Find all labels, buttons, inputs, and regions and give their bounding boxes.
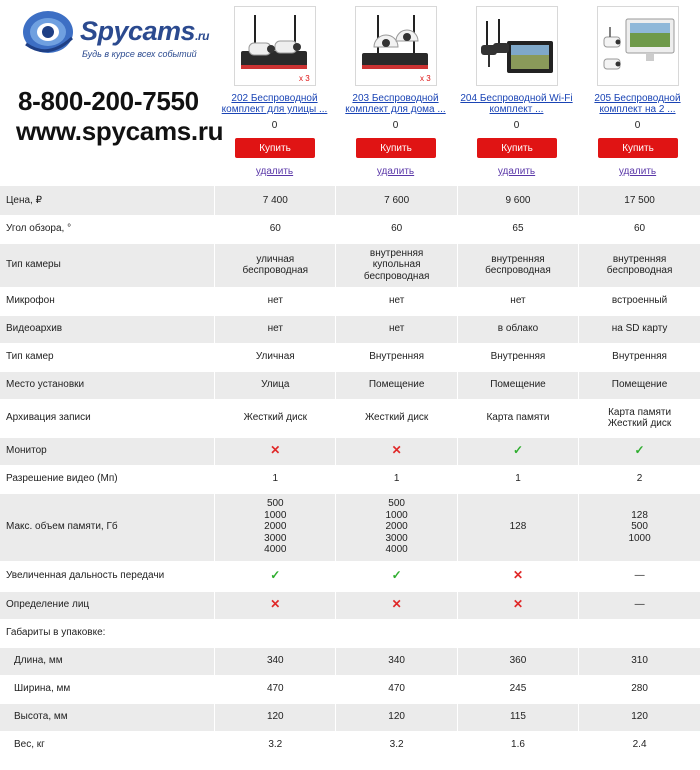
- row-value: [457, 243, 578, 287]
- row-value: [215, 675, 336, 703]
- qty-badge: x 3: [299, 74, 310, 83]
- row-value: [336, 703, 457, 731]
- cell-value: 128 500 1000: [628, 509, 651, 544]
- nvr-kit-dome-icon: [356, 7, 437, 86]
- row-label: Тип камеры: [0, 243, 215, 287]
- cell-value: 2.4: [632, 739, 647, 751]
- monitor-kit-two-cams-icon: [598, 7, 679, 86]
- row-label: Высота, мм: [0, 703, 215, 731]
- row-value: [579, 675, 700, 703]
- cell-value: внутренняя беспроводная: [485, 253, 551, 276]
- qty-badge: x 3: [420, 74, 431, 83]
- row-value: [336, 399, 457, 437]
- cell-value: 340: [388, 655, 405, 667]
- row-value: [336, 215, 457, 243]
- cell-value: Карта памяти Жесткий диск: [607, 406, 672, 429]
- row-value: [457, 675, 578, 703]
- table-row: [0, 493, 700, 561]
- row-value: [457, 399, 578, 437]
- cell-value: 245: [509, 683, 527, 695]
- buy-button[interactable]: Купить: [598, 138, 678, 158]
- row-label: Цена, ₽: [0, 186, 215, 215]
- row-value: [579, 465, 700, 493]
- row-value: [336, 647, 457, 675]
- row-value: [457, 731, 578, 759]
- nvr-kit-outdoor-icon: [235, 7, 316, 86]
- cell-value: 500 1000 2000 3000 4000: [385, 498, 408, 556]
- site-url[interactable]: www.spycams.ru: [16, 116, 224, 146]
- cell-value: 17 500: [624, 194, 655, 206]
- row-label: Увеличенная дальность передачи: [0, 561, 215, 591]
- cell-value: Улица: [261, 379, 290, 391]
- row-value: [215, 343, 336, 371]
- row-value: [336, 591, 457, 619]
- row-value: [215, 315, 336, 343]
- cell-value: 500 1000 2000 3000 4000: [264, 498, 287, 556]
- row-value: [215, 465, 336, 493]
- cell-value: нет: [388, 295, 405, 307]
- table-row: [0, 731, 700, 759]
- table-row: [0, 371, 700, 399]
- buy-button[interactable]: Купить: [235, 138, 315, 158]
- row-value: [579, 561, 700, 591]
- row-value: [579, 591, 700, 619]
- cell-value: 1: [515, 473, 521, 485]
- remove-link[interactable]: удалить: [255, 166, 294, 177]
- cross-icon: ✕: [512, 568, 523, 583]
- table-row: [0, 675, 700, 703]
- row-value: [336, 465, 457, 493]
- row-label: Длина, мм: [0, 647, 215, 675]
- cell-value: 340: [266, 655, 284, 667]
- phone-number[interactable]: 8-800-200-7550: [18, 86, 199, 116]
- row-value: [579, 731, 700, 759]
- row-value: [336, 731, 457, 759]
- product-title-link[interactable]: 202 Беспроводной комплект для улицы ...: [221, 93, 328, 115]
- check-icon: ✓: [634, 443, 645, 458]
- row-label: Видеоархив: [0, 315, 215, 343]
- cell-value: 128: [509, 521, 527, 533]
- row-label: Разрешение видео (Мп): [0, 465, 215, 493]
- table-row: [0, 243, 700, 287]
- row-value: [215, 186, 336, 215]
- table-row: [0, 647, 700, 675]
- row-value: [457, 465, 578, 493]
- product-card: [214, 0, 335, 186]
- product-image[interactable]: [476, 6, 558, 86]
- table-row: [0, 619, 700, 647]
- product-title-link[interactable]: 205 Беспроводной комплект на 2 ...: [594, 93, 681, 115]
- product-count: 0: [513, 120, 520, 131]
- row-value: [579, 186, 700, 215]
- table-row: [0, 465, 700, 493]
- product-card: [577, 0, 698, 186]
- cell-value: Помещение: [490, 379, 546, 391]
- row-value: [215, 437, 336, 465]
- row-value: [336, 561, 457, 591]
- row-value: [457, 561, 578, 591]
- cell-value: 1: [272, 473, 279, 485]
- cell-value: 3.2: [268, 739, 283, 751]
- page-header: [0, 0, 700, 186]
- row-value: [457, 287, 578, 315]
- brand-slogan: Будь в курсе всех событий: [82, 49, 197, 59]
- table-row: [0, 315, 700, 343]
- table-row: [0, 215, 700, 243]
- table-row: [0, 399, 700, 437]
- cell-value: 470: [388, 683, 405, 695]
- row-label: Габариты в упаковке:: [0, 619, 215, 647]
- row-value: [215, 215, 336, 243]
- remove-link[interactable]: удалить: [618, 166, 657, 177]
- cross-icon: ✕: [391, 443, 402, 458]
- row-label: Определение лиц: [0, 591, 215, 619]
- row-value: [336, 186, 457, 215]
- row-value: [457, 343, 578, 371]
- row-value: [457, 371, 578, 399]
- row-label: Микрофон: [0, 287, 215, 315]
- cell-value: 1: [393, 473, 400, 485]
- row-value: [457, 591, 578, 619]
- cell-value: 120: [266, 711, 284, 723]
- cell-value: Жесткий диск: [364, 412, 429, 424]
- row-label: Вес, кг: [0, 731, 215, 759]
- row-value: [579, 437, 700, 465]
- row-value: [215, 561, 336, 591]
- row-label: Тип камер: [0, 343, 215, 371]
- cell-value: нет: [267, 295, 283, 307]
- cell-value: 7 400: [262, 194, 288, 206]
- table-row: [0, 343, 700, 371]
- cell-value: внутренняя беспроводная: [606, 253, 673, 276]
- table-row: [0, 437, 700, 465]
- cell-value: 60: [391, 223, 403, 235]
- product-image[interactable]: [234, 6, 316, 86]
- row-value: [215, 703, 336, 731]
- row-value: [579, 493, 700, 561]
- cell-value: нет: [510, 295, 526, 307]
- cell-value: 60: [634, 223, 646, 235]
- check-icon: ✓: [270, 568, 281, 583]
- row-value: [336, 371, 457, 399]
- cell-value: 7 600: [384, 194, 410, 206]
- row-value: [457, 493, 578, 561]
- row-value: [579, 399, 700, 437]
- row-value: [336, 619, 457, 647]
- cross-icon: ✕: [270, 597, 281, 612]
- product-card: [456, 0, 577, 186]
- logo[interactable]: [22, 6, 212, 64]
- cell-value: на SD карту: [611, 323, 668, 335]
- cell-value: Внутренняя: [612, 351, 667, 363]
- row-value: [457, 437, 578, 465]
- row-label: Угол обзора, °: [0, 215, 215, 243]
- cell-value: Помещение: [368, 379, 425, 391]
- cell-value: Карта памяти: [486, 412, 550, 424]
- cell-value: 1.6: [511, 739, 525, 751]
- row-label: Макс. объем памяти, Гб: [0, 493, 215, 561]
- row-value: [215, 371, 336, 399]
- cell-value: в облако: [497, 323, 539, 335]
- cross-icon: ✕: [270, 443, 281, 458]
- cell-value: 2: [636, 473, 643, 485]
- cell-value: 470: [266, 683, 284, 695]
- row-value: [457, 186, 578, 215]
- row-value: [215, 619, 336, 647]
- row-label: Ширина, мм: [0, 675, 215, 703]
- cell-value: Уличная: [255, 351, 295, 363]
- product-title-link[interactable]: 203 Беспроводной комплект для дома ...: [345, 93, 446, 115]
- cell-value: 360: [509, 655, 527, 667]
- row-value: [579, 647, 700, 675]
- row-value: [457, 215, 578, 243]
- cell-value: —: [634, 570, 645, 582]
- eye-logo-icon: [22, 8, 80, 56]
- cell-value: 65: [512, 223, 524, 235]
- product-count: 0: [392, 120, 399, 131]
- cell-value: внутренняя купольная беспроводная: [363, 247, 430, 282]
- cell-value: нет: [267, 323, 283, 335]
- buy-button[interactable]: Купить: [356, 138, 436, 158]
- row-value: [579, 343, 700, 371]
- product-count: 0: [271, 120, 278, 131]
- row-value: [457, 619, 578, 647]
- check-icon: ✓: [391, 568, 402, 583]
- cell-value: нет: [388, 323, 405, 335]
- cell-value: 3.2: [389, 739, 404, 751]
- cell-value: —: [634, 599, 645, 611]
- cell-value: 120: [388, 711, 405, 723]
- row-value: [579, 371, 700, 399]
- row-value: [579, 315, 700, 343]
- row-value: [579, 619, 700, 647]
- cell-value: Помещение: [611, 379, 668, 391]
- row-label: Монитор: [0, 437, 215, 465]
- cell-value: 310: [631, 655, 648, 667]
- product-title-link[interactable]: 204 Беспроводной Wi-Fi комплект ...: [460, 93, 573, 115]
- cell-value: 115: [509, 711, 526, 723]
- check-icon: ✓: [512, 443, 523, 458]
- row-value: [336, 493, 457, 561]
- row-value: [336, 243, 457, 287]
- row-value: [215, 591, 336, 619]
- cross-icon: ✕: [391, 597, 402, 612]
- product-count: 0: [634, 120, 641, 131]
- row-value: [215, 399, 336, 437]
- row-value: [336, 343, 457, 371]
- row-value: [215, 493, 336, 561]
- row-value: [215, 731, 336, 759]
- row-value: [457, 703, 578, 731]
- product-image[interactable]: [597, 6, 679, 86]
- buy-button[interactable]: Купить: [477, 138, 557, 158]
- row-value: [215, 243, 336, 287]
- row-value: [457, 647, 578, 675]
- row-value: [215, 647, 336, 675]
- row-value: [579, 703, 700, 731]
- cell-value: уличная беспроводная: [242, 253, 309, 276]
- product-card: [335, 0, 456, 186]
- product-image[interactable]: [355, 6, 437, 86]
- cell-value: 120: [631, 711, 648, 723]
- table-row: [0, 561, 700, 591]
- cell-value: встроенный: [611, 295, 668, 307]
- table-row: [0, 703, 700, 731]
- brand-name: Spycams.ru: [80, 16, 209, 46]
- table-row: [0, 186, 700, 215]
- table-row: [0, 287, 700, 315]
- remove-link[interactable]: удалить: [376, 166, 415, 177]
- cell-value: Внутренняя: [369, 351, 425, 363]
- row-value: [579, 215, 700, 243]
- cell-value: 60: [269, 223, 281, 235]
- wifi-monitor-kit-icon: [477, 7, 558, 86]
- row-value: [457, 315, 578, 343]
- row-value: [215, 287, 336, 315]
- row-value: [579, 287, 700, 315]
- row-label: Место установки: [0, 371, 215, 399]
- cell-value: Жесткий диск: [243, 412, 307, 424]
- table-row: [0, 591, 700, 619]
- remove-link[interactable]: удалить: [497, 166, 536, 177]
- row-value: [336, 315, 457, 343]
- row-value: [336, 287, 457, 315]
- row-value: [336, 437, 457, 465]
- row-label: Архивация записи: [0, 399, 215, 437]
- spec-comparison-table: [0, 186, 700, 760]
- cell-value: Внутренняя: [490, 351, 546, 363]
- row-value: [336, 675, 457, 703]
- cell-value: 9 600: [505, 194, 531, 206]
- cross-icon: ✕: [512, 597, 523, 612]
- cell-value: 280: [631, 683, 648, 695]
- row-value: [579, 243, 700, 287]
